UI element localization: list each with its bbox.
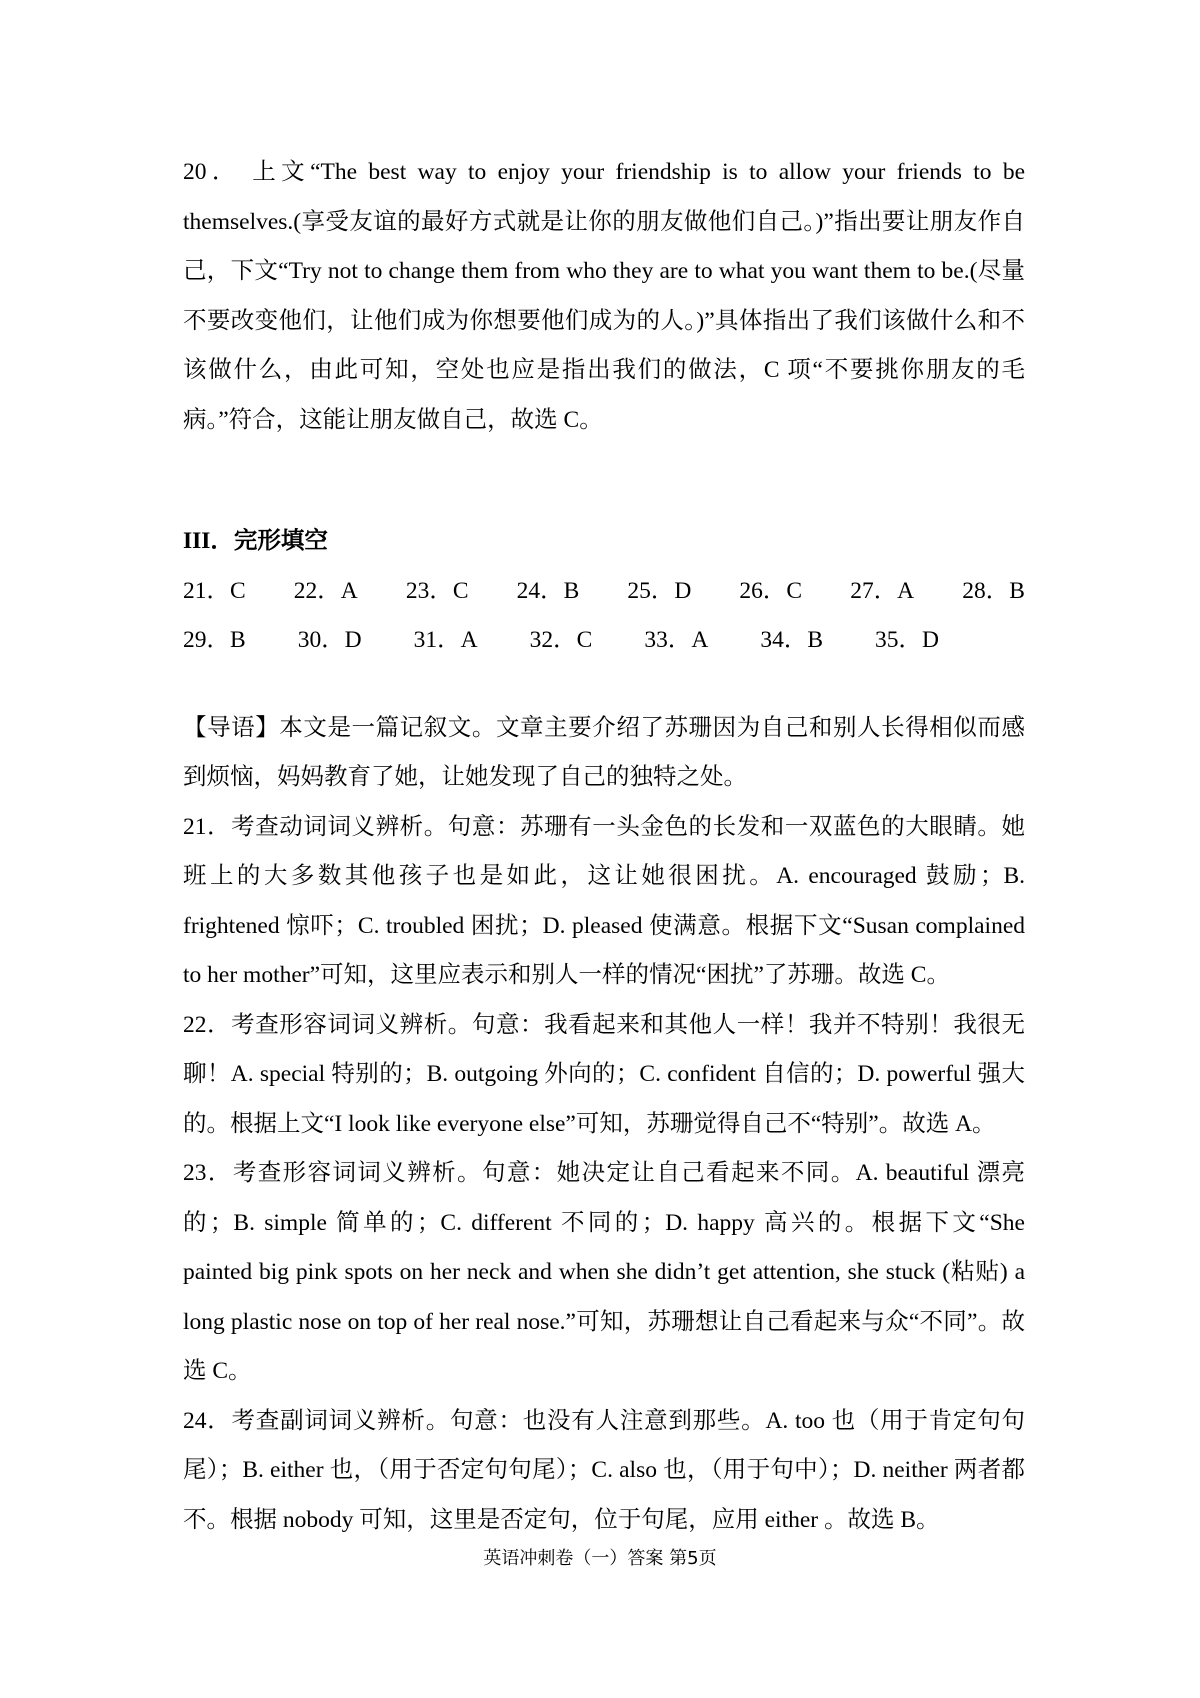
answer-item: 29．B [183, 627, 246, 653]
explanation-23: 23．考查形容词词义辨析。句意：她决定让自己看起来不同。A. beautiful 漂亮的；B. simple 简单的；C. different 不同的；D. happy 高兴的。根据下文“She painted big pink spots on her neck and when she didn’t get attention, she stuck (粘贴) a long plastic nose on top of her real nose.”可知，苏珊想让自己看起来与众“不同”。故选 C。 [183, 1160, 1025, 1384]
answer-item: 22．A [293, 577, 358, 604]
spacer [183, 445, 1025, 483]
answer-item: 31．A [413, 627, 478, 653]
answer-row-2 [183, 616, 1025, 666]
guide-paragraph: 【导语】本文是一篇记叙文。文章主要介绍了苏珊因为自己和别人长得相似而感到烦恼，妈妈教育了她，让她发现了自己的独特之处。 [183, 714, 1025, 790]
answer-item: 33．A [644, 627, 709, 653]
answer-item: 25．D [627, 577, 692, 604]
explanation-20: 20． 上文“The best way to enjoy your friendship is to allow your friends to be themselves.(享受友谊的最好方式就是让你的朋友做他们自己。)”指出要让朋友作自己，下文“Try not to change them from who they are to what you want them to be.(尽量不要改变他们，让他们成为你想要他们成为的人。)”具体指出了我们该做什么和不该做什么，由此可知，空处也应是指出我们的做法，C 项“不要挑你朋友的毛病。”符合，这能让朋友做自己，故选 C。 [183, 159, 1025, 433]
answer-item: 24．B [516, 577, 580, 604]
explanation-22: 22．考查形容词词义辨析。句意：我看起来和其他人一样！我并不特别！我很无聊！A. special 特别的；B. outgoing 外向的；C. confident 自信的；D. powerful 强大的。根据上文“I look like everyone else”可知，苏珊觉得自己不“特别”。故选 A。 [183, 1011, 1025, 1137]
answer-item: 30．D [297, 627, 362, 653]
spacer [183, 666, 1025, 704]
explanation-21: 21．考查动词词义辨析。句意：苏珊有一头金色的长发和一双蓝色的大眼睛。她班上的大多数其他孩子也是如此，这让她很困扰。A. encouraged 鼓励；B. frightened 惊吓；C. troubled 困扰；D. pleased 使满意。根据下文“Susan complained to her mother”可知，这里应表示和别人一样的情况“困扰”了苏珊。故选 C。 [183, 813, 1025, 988]
answer-item: 23．C [405, 577, 469, 604]
section-title: III．完形填空 [183, 528, 328, 554]
answer-item: 35．D [875, 627, 939, 653]
answer-row-1 [183, 567, 1025, 617]
answer-key [183, 567, 1025, 666]
answer-item: 26．C [739, 577, 803, 604]
answer-item: 32．C [529, 627, 593, 653]
answer-item: 34．B [760, 627, 824, 653]
answer-item: 28．B [962, 577, 1025, 604]
explanation-24: 24．考查副词词义辨析。句意：也没有人注意到那些。A. too 也（用于肯定句句尾）；B. either 也，（用于否定句句尾）；C. also 也，（用于句中）；D. neither 两者都不。根据 nobody 可知，这里是否定句，位于句尾，应用 either 。故选 B。 [183, 1407, 1025, 1533]
answer-item: 27．A [850, 577, 915, 604]
document-body [183, 148, 1025, 1545]
answer-item: 21．C [183, 577, 246, 604]
page-footer: 英语冲刺卷（一）答案 第5页 [483, 1548, 717, 1569]
